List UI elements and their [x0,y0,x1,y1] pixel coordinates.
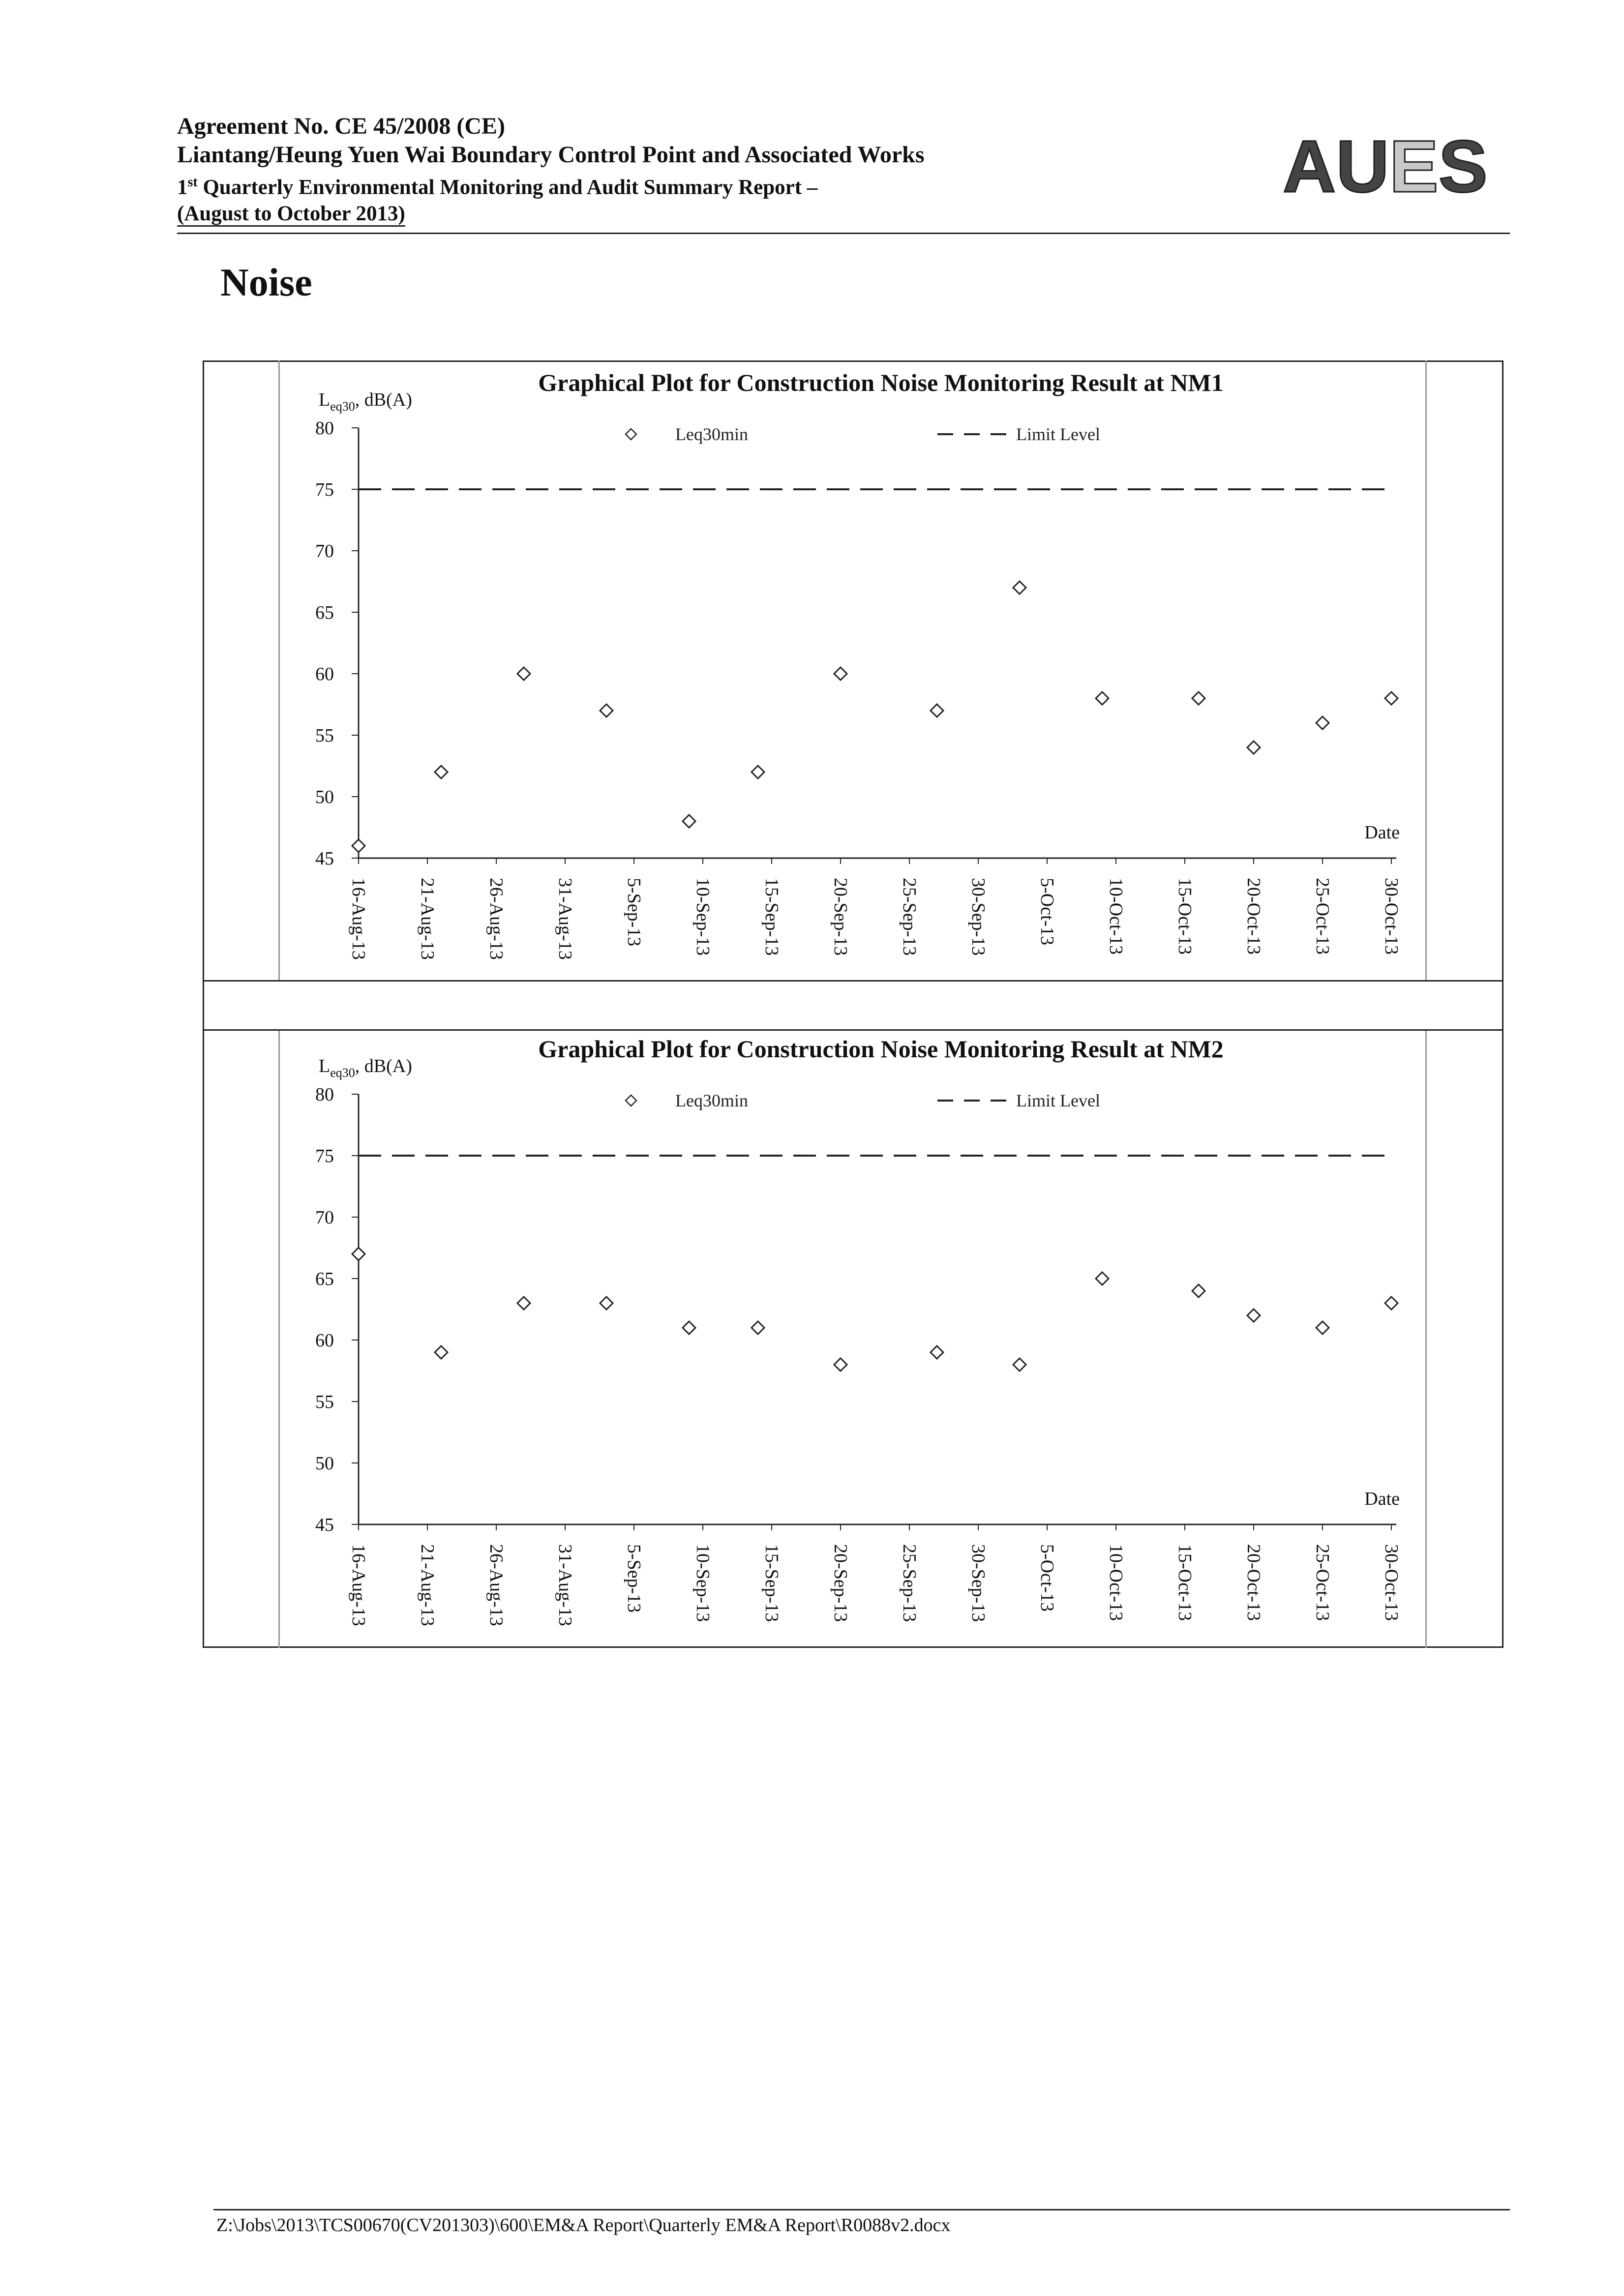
data-point [834,1358,847,1371]
data-point [600,704,613,717]
data-point [1192,692,1205,705]
y-tick-label: 80 [315,418,334,439]
legend-label-leq30min: Leq30min [675,424,748,444]
agreement-number: Agreement No. CE 45/2008 (CE) [177,113,506,139]
data-point [1316,716,1329,729]
y-axis-label-sub: eq30 [330,399,355,414]
x-tick-label: 20-Sep-13 [830,1544,851,1622]
project-title: Liantang/Heung Yuen Wai Boundary Control Point and Associated Works [177,142,925,168]
x-tick-label: 21-Aug-13 [417,878,438,960]
legend-label-leq30min: Leq30min [675,1091,748,1110]
x-tick-label: 15-Oct-13 [1174,1544,1195,1621]
data-point [1192,1284,1205,1297]
data-point [834,667,847,680]
logo-letter-a: A [1283,134,1336,203]
x-tick-label: 5-Sep-13 [624,1544,644,1613]
data-point [683,1321,695,1334]
data-point [931,1346,943,1359]
data-point [435,1346,448,1359]
y-tick-label: 75 [315,1146,334,1166]
y-tick-label: 70 [315,541,334,562]
quarter-number: 1 [177,176,188,199]
data-point [1096,1272,1109,1285]
x-tick-label: 20-Oct-13 [1243,878,1264,955]
header-rule [177,233,1510,234]
y-axis-label [319,1056,412,1080]
y-tick-label: 60 [315,664,334,685]
data-point [435,766,448,778]
x-tick-label: 26-Aug-13 [486,1544,507,1626]
data-point [683,815,695,828]
data-point [352,839,365,852]
x-tick-label: 15-Sep-13 [761,1544,782,1622]
aues-logo [1283,134,1514,205]
x-tick-label: 15-Sep-13 [761,878,782,956]
y-tick-label: 65 [315,602,334,623]
y-tick-label: 80 [315,1084,334,1105]
x-tick-label: 31-Aug-13 [555,878,575,960]
x-tick-label: 30-Oct-13 [1381,878,1402,955]
x-tick-label: 10-Oct-13 [1106,1544,1126,1621]
legend-marker-leq30min [626,1095,636,1106]
report-period [177,201,925,227]
x-tick-label: 20-Oct-13 [1243,1544,1264,1621]
section-title: Noise [220,261,312,304]
x-tick-label: 26-Aug-13 [486,878,507,960]
legend-label-limit-level: Limit Level [1016,1091,1100,1110]
y-tick-label: 45 [315,1515,334,1535]
x-tick-label: 30-Sep-13 [968,1544,989,1622]
report-period-text: (August to October 2013) [177,202,405,227]
x-tick-label: 5-Sep-13 [624,878,644,947]
x-tick-label: 15-Oct-13 [1174,878,1195,955]
x-tick-label: 30-Sep-13 [968,878,989,956]
chart-nm2 [278,1033,1426,1646]
legend-marker-leq30min [626,429,636,440]
chart-svg [278,366,1426,980]
file-path-footer: Z:\Jobs\2013\TCS00670(CV201303)\600\EM&A Report\Quarterly EM&A Report\R0088v2.docx [216,2215,951,2236]
x-tick-label: 10-Oct-13 [1106,878,1126,955]
data-point [517,1297,530,1310]
y-tick-label: 50 [315,787,334,807]
legend-label-limit-level: Limit Level [1016,424,1100,444]
data-point [517,667,530,680]
report-title [177,169,925,201]
x-tick-label: 31-Aug-13 [555,1544,575,1626]
x-tick-label: 30-Oct-13 [1381,1544,1402,1621]
y-tick-label: 70 [315,1207,334,1228]
y-axis-label [319,389,412,414]
data-point [352,1248,365,1260]
data-point [752,766,764,778]
y-tick-label: 55 [315,1392,334,1412]
y-tick-label: 75 [315,479,334,500]
x-tick-label: 25-Sep-13 [899,878,920,956]
x-tick-label: 10-Sep-13 [692,878,713,956]
report-header [177,112,925,227]
chart-title: Graphical Plot for Construction Noise Monitoring Result at NM1 [538,369,1224,396]
footer-rule [213,2209,1510,2210]
data-point [1247,741,1260,754]
logo-letter-e: E [1389,134,1439,203]
x-axis-label: Date [1364,1489,1400,1509]
x-tick-label: 5-Oct-13 [1037,878,1057,946]
data-point [1096,692,1109,705]
y-tick-label: 50 [315,1453,334,1474]
data-point [752,1321,764,1334]
x-tick-label: 21-Aug-13 [417,1544,438,1626]
x-tick-label: 10-Sep-13 [692,1544,713,1622]
x-tick-label: 16-Aug-13 [348,1544,369,1626]
x-tick-label: 25-Sep-13 [899,1544,920,1622]
data-point [1013,581,1026,594]
x-tick-label: 5-Oct-13 [1037,1544,1057,1612]
table-row-divider-top [203,980,1504,982]
y-tick-label: 45 [315,848,334,869]
aues-logo-mark [1283,134,1514,203]
x-tick-label: 25-Oct-13 [1312,1544,1333,1621]
y-tick-label: 55 [315,725,334,746]
data-point [1385,1297,1398,1310]
chart-nm1 [278,366,1426,980]
y-axis-label-unit: , dB(A) [355,1056,412,1076]
y-axis-label-sub: eq30 [330,1066,355,1080]
y-tick-label: 65 [315,1269,334,1289]
chart-title: Graphical Plot for Construction Noise Monitoring Result at NM2 [538,1035,1224,1063]
y-axis-label-main: L [319,1056,331,1076]
y-axis-label-main: L [319,389,331,410]
quarter-ordinal: st [187,175,198,190]
data-point [1013,1358,1026,1371]
data-point [1247,1309,1260,1322]
data-point [600,1297,613,1310]
table-row-divider-bottom [203,1029,1504,1031]
y-axis-label-unit: , dB(A) [355,389,412,410]
chart-svg [278,1033,1426,1646]
logo-letter-u: U [1336,134,1389,203]
y-tick-label: 60 [315,1330,334,1351]
data-point [1385,692,1398,705]
x-tick-label: 20-Sep-13 [830,878,851,956]
x-axis-label: Date [1364,822,1400,843]
logo-letters-dark [1283,134,1488,203]
data-point [1316,1321,1329,1334]
x-tick-label: 25-Oct-13 [1312,878,1333,955]
logo-letter-s: S [1438,134,1488,203]
report-title-text: Quarterly Environmental Monitoring and Audit Summary Report – [203,176,818,199]
x-tick-label: 16-Aug-13 [348,878,369,960]
data-point [931,704,943,717]
